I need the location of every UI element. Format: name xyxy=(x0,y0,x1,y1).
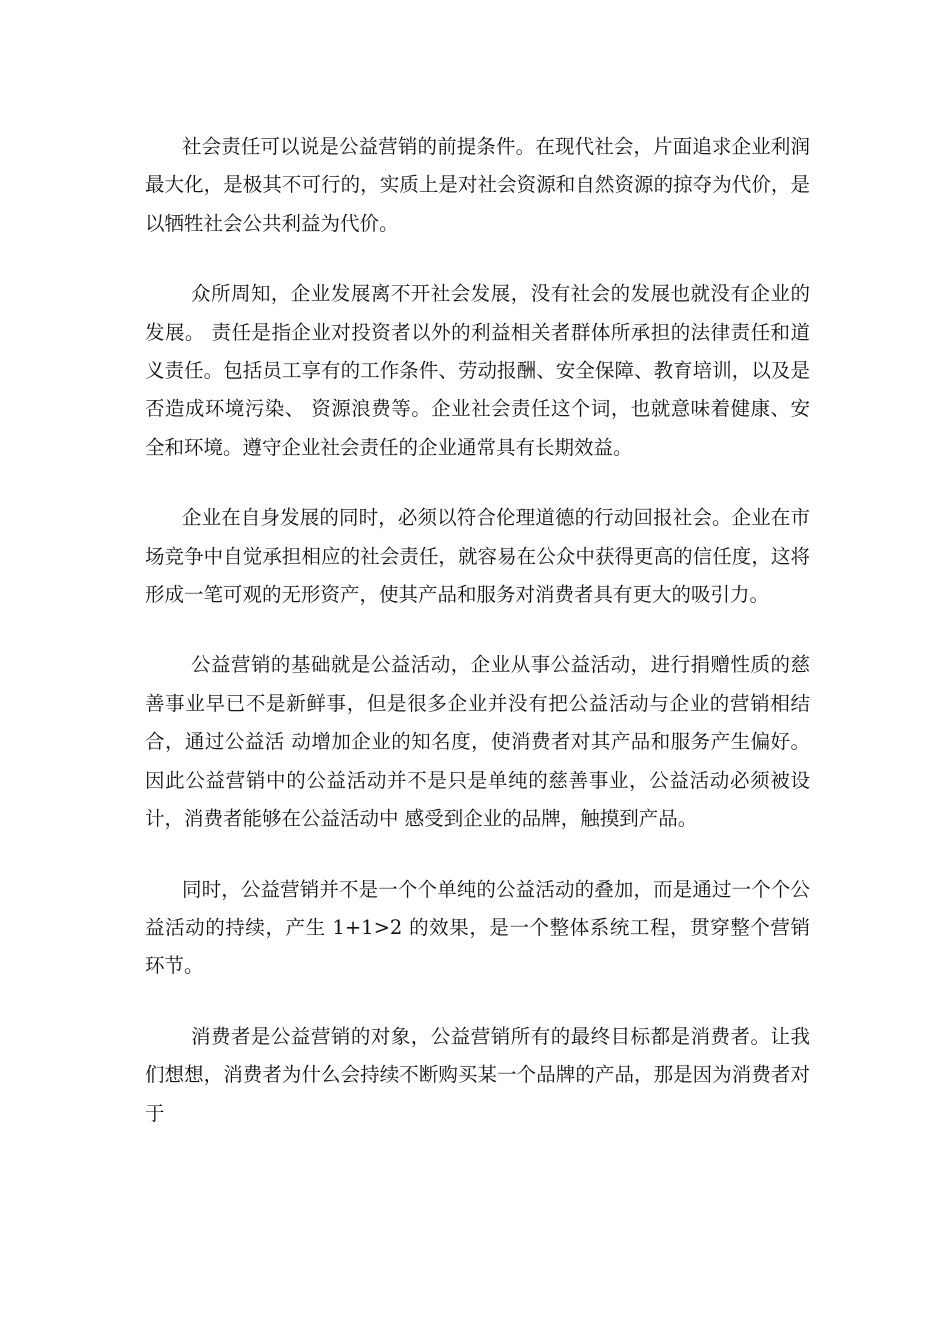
paragraph-enterprise-development: 众所周知，企业发展离不开社会发展，没有社会的发展也就没有企业的发展。 责任是指企业对投资者以外的利益相关者群体所承担的法律责任和道义责任。包括员工享有的工作条件、劳动报酬、安全保障、教育培训，以及是否造成环境污染、 资源浪费等。企业社会责任这个词，也就意味着健康、安全和环境。遵守企业社会责任的企业通常具有长期效益。 xyxy=(145,282,810,459)
paragraph-public-welfare-activities: 公益营销的基础就是公益活动，企业从事公益活动，进行捐赠性质的慈善事业早已不是新鲜事，但是很多企业并没有把公益活动与企业的营销相结合，通过公益活 动增加企业的知名度，使消费者对其产品和服务产生偏好。因此公益营销中的公益活动并不是只是单纯的慈善事业，公益活动必须被设计，消费者能够在公益活动中 感受到企业的品牌，触摸到产品。 xyxy=(145,653,810,831)
paragraph-systematic-engineering: 同时，公益营销并不是一个个单纯的公益活动的叠加，而是通过一个个公益活动的持续，产生 1+1>2 的效果，是一个整体系统工程，贯穿整个营销环节。 xyxy=(145,877,810,978)
document-body xyxy=(145,128,810,1133)
paragraph-consumers: 消费者是公益营销的对象，公益营销所有的最终目标都是消费者。让我们想想，消费者为什么会持续不断购买某一个品牌的产品，那是因为消费者对于 xyxy=(145,1024,810,1125)
paragraph-ethical-action: 企业在自身发展的同时，必须以符合伦理道德的行动回报社会。企业在市场竞争中自觉承担相应的社会责任，就容易在公众中获得更高的信任度，这将形成一笔可观的无形资产，使其产品和服务对消费者具有更大的吸引力。 xyxy=(145,506,810,607)
paragraph-social-responsibility: 社会责任可以说是公益营销的前提条件。在现代社会，片面追求企业利润最大化，是极其不可行的，实质上是对社会资源和自然资源的掠夺为代价，是以牺牲社会公共利益为代价。 xyxy=(145,135,810,235)
